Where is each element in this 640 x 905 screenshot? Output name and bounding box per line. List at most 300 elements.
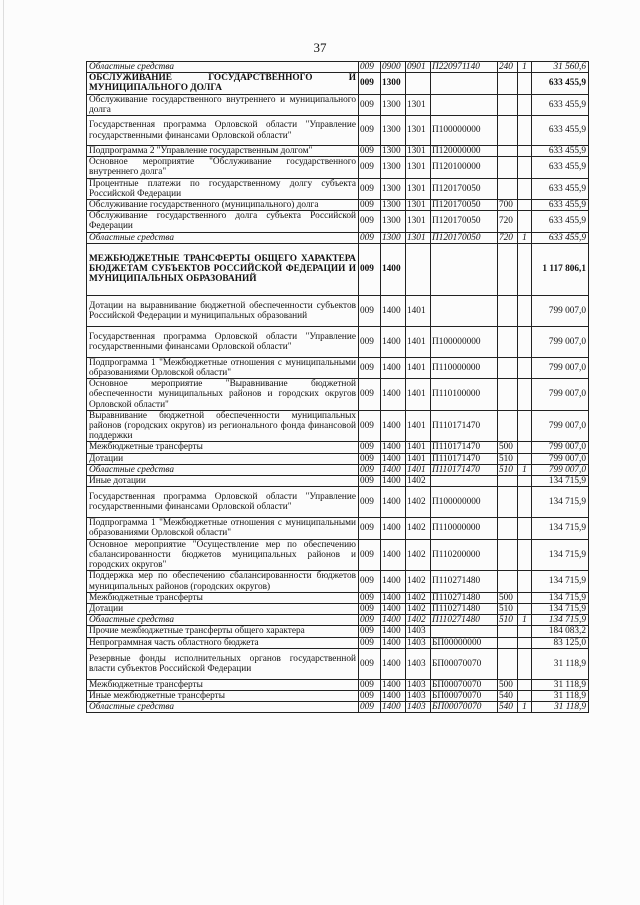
table-cell-sum: 31 560,6 <box>532 62 589 73</box>
table-cell-source <box>518 518 532 539</box>
table-cell-csr: П120000000 <box>431 146 498 157</box>
table-cell-sum: 799 007,0 <box>532 379 589 411</box>
table-cell-rz: 1300 <box>381 178 406 199</box>
table-cell-sum: 134 715,9 <box>532 487 589 518</box>
table-row <box>87 648 589 679</box>
table-row <box>87 679 589 690</box>
table-cell-vr <box>498 116 518 146</box>
table-cell-name: МЕЖБЮДЖЕТНЫЕ ТРАНСФЕРТЫ ОБЩЕГО ХАРАКТЕРА БЮДЖЕТАМ СУБЪЕКТОВ РОССИЙСКОЙ ФЕДЕРАЦИИ И МУНИЦИПАЛЬНЫХ ОБРАЗОВАНИЙ <box>87 243 359 295</box>
table-cell-pr: 1403 <box>406 648 431 679</box>
table-cell-name: Областные средства <box>87 702 359 713</box>
table-row <box>87 326 589 357</box>
table-cell-source: 1 <box>518 232 532 243</box>
table-cell-vr: 540 <box>498 702 518 713</box>
table-cell-sum: 633 455,9 <box>532 73 589 94</box>
page-number: 37 <box>313 40 327 55</box>
table-cell-csr: П110171470 <box>431 410 498 442</box>
table-cell-csr: П120170050 <box>431 178 498 199</box>
table-cell-pr: 1301 <box>406 116 431 146</box>
table-row <box>87 571 589 592</box>
table-row <box>87 178 589 199</box>
table-cell-pr: 1403 <box>406 679 431 690</box>
table-cell-source <box>518 116 532 146</box>
table-cell-pr: 1401 <box>406 295 431 326</box>
table-cell-csr: БП00070070 <box>431 679 498 690</box>
table-cell-sum: 799 007,0 <box>532 326 589 357</box>
table-cell-csr: П120170050 <box>431 211 498 232</box>
table-cell-pr: 1402 <box>406 539 431 571</box>
table-cell-name: Обслуживание государственного внутреннего и муниципального долга <box>87 94 359 115</box>
table-cell-pr: 1301 <box>406 200 431 211</box>
table-cell-sum: 799 007,0 <box>532 453 589 464</box>
table-row <box>87 232 589 243</box>
table-cell-csr: П120170050 <box>431 200 498 211</box>
table-cell-csr: П100000000 <box>431 487 498 518</box>
table-cell-csr <box>431 626 498 637</box>
table-cell-gr: 009 <box>359 615 381 626</box>
table-cell-sum: 799 007,0 <box>532 442 589 453</box>
table-cell-pr: 1401 <box>406 410 431 442</box>
table-cell-gr: 009 <box>359 518 381 539</box>
table-cell-vr: 510 <box>498 615 518 626</box>
table-cell-vr: 720 <box>498 211 518 232</box>
table-cell-rz: 1400 <box>381 702 406 713</box>
table-cell-name: Дотации <box>87 453 359 464</box>
table-cell-gr: 009 <box>359 62 381 73</box>
table-row <box>87 637 589 648</box>
table-cell-rz: 1400 <box>381 539 406 571</box>
table-cell-pr: 1401 <box>406 379 431 411</box>
table-cell-source <box>518 476 532 487</box>
table-cell-source <box>518 487 532 518</box>
table-row <box>87 94 589 115</box>
table-cell-pr: 1403 <box>406 702 431 713</box>
table-cell-vr <box>498 637 518 648</box>
table-cell-rz: 1300 <box>381 157 406 178</box>
table-cell-sum: 134 715,9 <box>532 615 589 626</box>
table-cell-source <box>518 648 532 679</box>
table-row <box>87 702 589 713</box>
table-cell-name: Обслуживание государственного долга субъекта Российской Федерации <box>87 211 359 232</box>
table-cell-source <box>518 295 532 326</box>
table-cell-rz: 1300 <box>381 94 406 115</box>
table-cell-vr <box>498 94 518 115</box>
table-cell-gr: 009 <box>359 690 381 701</box>
table-cell-source <box>518 211 532 232</box>
table-cell-csr: П120100000 <box>431 157 498 178</box>
table-row <box>87 626 589 637</box>
table-cell-sum: 31 118,9 <box>532 679 589 690</box>
table-cell-name: Основное мероприятие "Осуществление мер по обеспечению сбалансированности бюджетов муниципальных районов и городских округов" <box>87 539 359 571</box>
table-cell-source <box>518 690 532 701</box>
table-cell-csr: БП00070070 <box>431 702 498 713</box>
table-cell-vr <box>498 146 518 157</box>
table-cell-rz: 1400 <box>381 518 406 539</box>
table-cell-source <box>518 453 532 464</box>
table-cell-rz: 1400 <box>381 679 406 690</box>
table-cell-vr <box>498 476 518 487</box>
table-cell-sum: 633 455,9 <box>532 116 589 146</box>
table-cell-gr: 009 <box>359 73 381 94</box>
table-cell-csr: П100000000 <box>431 326 498 357</box>
table-cell-sum: 799 007,0 <box>532 410 589 442</box>
table-cell-gr: 009 <box>359 487 381 518</box>
table-cell-sum: 799 007,0 <box>532 295 589 326</box>
table-row <box>87 592 589 603</box>
table-cell-name: Областные средства <box>87 615 359 626</box>
table-cell-rz: 1400 <box>381 592 406 603</box>
table-cell-name: Областные средства <box>87 464 359 475</box>
budget-table <box>86 61 589 713</box>
table-cell-sum: 31 118,9 <box>532 690 589 701</box>
table-cell-rz: 1400 <box>381 476 406 487</box>
table-cell-source <box>518 637 532 648</box>
table-row <box>87 357 589 378</box>
table-cell-gr: 009 <box>359 243 381 295</box>
table-cell-name: Процентные платежи по государственному долгу субъекта Российской Федерации <box>87 178 359 199</box>
table-cell-rz: 1400 <box>381 453 406 464</box>
table-cell-pr: 1401 <box>406 326 431 357</box>
table-cell-name: Областные средства <box>87 62 359 73</box>
table-cell-rz: 1300 <box>381 232 406 243</box>
table-cell-source <box>518 357 532 378</box>
table-cell-sum: 134 715,9 <box>532 592 589 603</box>
table-cell-rz: 0900 <box>381 62 406 73</box>
table-cell-csr: П100000000 <box>431 116 498 146</box>
table-cell-pr: 1403 <box>406 690 431 701</box>
table-cell-sum: 633 455,9 <box>532 200 589 211</box>
table-row <box>87 410 589 442</box>
table-cell-vr: 700 <box>498 200 518 211</box>
table-cell-name: Государственная программа Орловской области "Управление государственными финансами Орловской области" <box>87 116 359 146</box>
table-cell-vr <box>498 357 518 378</box>
table-cell-rz: 1400 <box>381 615 406 626</box>
table-cell-sum: 83 125,0 <box>532 637 589 648</box>
table-cell-gr: 009 <box>359 679 381 690</box>
table-cell-csr: П120170050 <box>431 232 498 243</box>
table-cell-csr: БП00000000 <box>431 637 498 648</box>
table-cell-vr <box>498 410 518 442</box>
table-cell-csr: П110000000 <box>431 518 498 539</box>
table-cell-vr <box>498 73 518 94</box>
table-cell-rz: 1400 <box>381 243 406 295</box>
table-cell-sum: 633 455,9 <box>532 94 589 115</box>
table-cell-rz: 1300 <box>381 146 406 157</box>
table-cell-sum: 31 118,9 <box>532 648 589 679</box>
table-cell-vr <box>498 178 518 199</box>
table-row <box>87 476 589 487</box>
table-cell-name: Дотации на выравнивание бюджетной обеспеченности субъектов Российской Федерации и муниципальных образований <box>87 295 359 326</box>
table-cell-gr: 009 <box>359 442 381 453</box>
table-cell-csr: П110271480 <box>431 571 498 592</box>
table-cell-gr: 009 <box>359 116 381 146</box>
budget-table-body <box>87 62 589 713</box>
table-cell-name: Подпрограмма 2 "Управление государственным долгом" <box>87 146 359 157</box>
table-cell-vr: 510 <box>498 603 518 614</box>
table-cell-name: Выравнивание бюджетной обеспеченности муниципальных районов (городских округов) из регионального фонда финансовой поддержки <box>87 410 359 442</box>
table-cell-gr: 009 <box>359 357 381 378</box>
table-cell-source <box>518 603 532 614</box>
table-cell-vr <box>498 326 518 357</box>
table-row <box>87 615 589 626</box>
table-cell-sum: 134 715,9 <box>532 603 589 614</box>
table-cell-csr <box>431 243 498 295</box>
table-cell-vr: 720 <box>498 232 518 243</box>
table-cell-rz: 1300 <box>381 73 406 94</box>
table-cell-source <box>518 442 532 453</box>
table-cell-rz: 1300 <box>381 116 406 146</box>
table-row <box>87 453 589 464</box>
table-cell-pr: 1402 <box>406 603 431 614</box>
table-cell-pr: 1301 <box>406 157 431 178</box>
table-cell-gr: 009 <box>359 539 381 571</box>
table-cell-pr <box>406 243 431 295</box>
table-cell-pr: 0901 <box>406 62 431 73</box>
table-cell-source <box>518 200 532 211</box>
table-cell-csr: П110271480 <box>431 603 498 614</box>
table-row <box>87 487 589 518</box>
table-cell-sum: 799 007,0 <box>532 464 589 475</box>
table-row <box>87 62 589 73</box>
table-cell-name: Непрограммная часть областного бюджета <box>87 637 359 648</box>
table-cell-name: Межбюджетные трансферты <box>87 592 359 603</box>
table-cell-csr: БП00070070 <box>431 648 498 679</box>
table-cell-source <box>518 94 532 115</box>
table-cell-vr <box>498 487 518 518</box>
table-cell-csr: П110100000 <box>431 379 498 411</box>
table-row <box>87 442 589 453</box>
table-cell-gr: 009 <box>359 453 381 464</box>
table-cell-rz: 1400 <box>381 326 406 357</box>
table-cell-gr: 009 <box>359 232 381 243</box>
table-cell-rz: 1400 <box>381 410 406 442</box>
table-cell-csr: П110171470 <box>431 453 498 464</box>
table-cell-csr: П110271480 <box>431 592 498 603</box>
table-cell-rz: 1400 <box>381 690 406 701</box>
table-cell-name: Иные дотации <box>87 476 359 487</box>
table-cell-gr: 009 <box>359 648 381 679</box>
table-cell-gr: 009 <box>359 94 381 115</box>
table-cell-rz: 1400 <box>381 464 406 475</box>
table-cell-rz: 1400 <box>381 637 406 648</box>
table-cell-pr: 1402 <box>406 476 431 487</box>
table-cell-pr: 1401 <box>406 357 431 378</box>
table-cell-source <box>518 157 532 178</box>
table-row <box>87 518 589 539</box>
table-cell-csr <box>431 73 498 94</box>
table-cell-sum: 633 455,9 <box>532 178 589 199</box>
table-row <box>87 211 589 232</box>
table-cell-csr: П110171470 <box>431 442 498 453</box>
table-cell-pr: 1301 <box>406 211 431 232</box>
table-cell-pr: 1402 <box>406 615 431 626</box>
table-cell-rz: 1300 <box>381 211 406 232</box>
table-cell-pr: 1402 <box>406 518 431 539</box>
table-cell-name: Дотации <box>87 603 359 614</box>
table-cell-rz: 1400 <box>381 648 406 679</box>
table-cell-rz: 1400 <box>381 357 406 378</box>
table-cell-name: Прочие межбюджетные трансферты общего характера <box>87 626 359 637</box>
table-cell-source <box>518 243 532 295</box>
table-cell-source <box>518 73 532 94</box>
table-cell-pr: 1402 <box>406 571 431 592</box>
table-cell-sum: 184 083,2 <box>532 626 589 637</box>
table-cell-name: Основное мероприятие "Выравнивание бюджетной обеспеченности муниципальных районов и городских округов Орловской области" <box>87 379 359 411</box>
table-cell-name: ОБСЛУЖИВАНИЕ ГОСУДАРСТВЕННОГО И МУНИЦИПАЛЬНОГО ДОЛГА <box>87 73 359 94</box>
table-cell-rz: 1400 <box>381 571 406 592</box>
table-cell-name: Поддержка мер по обеспечению сбалансированности бюджетов муниципальных районов (городских округов) <box>87 571 359 592</box>
table-cell-gr: 009 <box>359 626 381 637</box>
table-cell-name: Государственная программа Орловской области "Управление государственными финансами Орловской области" <box>87 326 359 357</box>
table-cell-vr: 500 <box>498 442 518 453</box>
table-cell-sum: 1 117 806,1 <box>532 243 589 295</box>
table-cell-sum: 633 455,9 <box>532 157 589 178</box>
table-cell-vr <box>498 157 518 178</box>
table-cell-vr <box>498 295 518 326</box>
table-row <box>87 539 589 571</box>
table-cell-rz: 1400 <box>381 603 406 614</box>
table-cell-gr: 009 <box>359 146 381 157</box>
table-cell-csr: П220971140 <box>431 62 498 73</box>
table-row <box>87 116 589 146</box>
scan-edge-line <box>3 0 4 905</box>
table-cell-pr: 1301 <box>406 146 431 157</box>
table-cell-vr <box>498 571 518 592</box>
table-cell-rz: 1400 <box>381 442 406 453</box>
table-cell-gr: 009 <box>359 603 381 614</box>
table-row <box>87 690 589 701</box>
table-cell-gr: 009 <box>359 326 381 357</box>
table-cell-sum: 799 007,0 <box>532 357 589 378</box>
table-cell-gr: 009 <box>359 637 381 648</box>
table-cell-csr: П110200000 <box>431 539 498 571</box>
table-cell-gr: 009 <box>359 178 381 199</box>
table-cell-csr <box>431 295 498 326</box>
table-cell-name: Основное мероприятие "Обслуживание государственного внутреннего долга" <box>87 157 359 178</box>
table-cell-vr: 500 <box>498 679 518 690</box>
table-cell-pr: 1403 <box>406 626 431 637</box>
table-cell-source: 1 <box>518 615 532 626</box>
table-cell-gr: 009 <box>359 571 381 592</box>
table-cell-csr: П110171470 <box>431 464 498 475</box>
table-cell-vr <box>498 626 518 637</box>
table-row <box>87 603 589 614</box>
table-cell-pr: 1402 <box>406 487 431 518</box>
table-cell-gr: 009 <box>359 295 381 326</box>
table-cell-gr: 009 <box>359 476 381 487</box>
table-cell-source: 1 <box>518 62 532 73</box>
table-cell-gr: 009 <box>359 211 381 232</box>
table-row <box>87 464 589 475</box>
table-cell-rz: 1300 <box>381 200 406 211</box>
table-cell-pr: 1301 <box>406 178 431 199</box>
table-cell-gr: 009 <box>359 200 381 211</box>
table-row <box>87 200 589 211</box>
table-cell-source: 1 <box>518 702 532 713</box>
table-cell-sum: 633 455,9 <box>532 211 589 232</box>
table-cell-source <box>518 571 532 592</box>
table-cell-vr <box>498 648 518 679</box>
table-cell-name: Подпрограмма 1 "Межбюджетные отношения с муниципальными образованиями Орловской области" <box>87 357 359 378</box>
table-cell-source <box>518 592 532 603</box>
table-cell-gr: 009 <box>359 157 381 178</box>
table-cell-vr: 240 <box>498 62 518 73</box>
table-cell-source <box>518 379 532 411</box>
table-cell-source <box>518 410 532 442</box>
table-row <box>87 243 589 295</box>
table-cell-source: 1 <box>518 464 532 475</box>
table-cell-pr: 1401 <box>406 442 431 453</box>
table-cell-gr: 009 <box>359 592 381 603</box>
budget-table-container <box>86 61 588 713</box>
table-row <box>87 73 589 94</box>
table-cell-sum: 633 455,9 <box>532 232 589 243</box>
table-cell-pr: 1401 <box>406 453 431 464</box>
table-cell-csr <box>431 476 498 487</box>
table-cell-source <box>518 679 532 690</box>
table-row <box>87 379 589 411</box>
table-cell-gr: 009 <box>359 410 381 442</box>
table-cell-name: Государственная программа Орловской области "Управление государственными финансами Орловской области" <box>87 487 359 518</box>
table-cell-source <box>518 539 532 571</box>
table-cell-csr: БП00070070 <box>431 690 498 701</box>
table-row <box>87 295 589 326</box>
table-cell-pr: 1301 <box>406 232 431 243</box>
table-cell-pr <box>406 73 431 94</box>
table-cell-sum: 134 715,9 <box>532 476 589 487</box>
table-cell-gr: 009 <box>359 464 381 475</box>
table-row <box>87 157 589 178</box>
table-cell-rz: 1400 <box>381 487 406 518</box>
table-cell-vr: 540 <box>498 690 518 701</box>
table-cell-source <box>518 326 532 357</box>
table-cell-name: Резервные фонды исполнительных органов государственной власти субъектов Российской Федерации <box>87 648 359 679</box>
table-cell-name: Межбюджетные трансферты <box>87 679 359 690</box>
table-cell-name: Межбюджетные трансферты <box>87 442 359 453</box>
table-cell-vr: 510 <box>498 464 518 475</box>
table-cell-pr: 1401 <box>406 464 431 475</box>
table-cell-rz: 1400 <box>381 295 406 326</box>
table-cell-csr: П110000000 <box>431 357 498 378</box>
table-cell-pr: 1402 <box>406 592 431 603</box>
table-cell-rz: 1400 <box>381 626 406 637</box>
table-cell-vr <box>498 243 518 295</box>
table-cell-vr: 500 <box>498 592 518 603</box>
table-cell-sum: 31 118,9 <box>532 702 589 713</box>
table-cell-sum: 633 455,9 <box>532 146 589 157</box>
table-cell-pr: 1403 <box>406 637 431 648</box>
table-row <box>87 146 589 157</box>
table-cell-name: Обслуживание государственного (муниципального) долга <box>87 200 359 211</box>
table-cell-source <box>518 626 532 637</box>
table-cell-source <box>518 146 532 157</box>
table-cell-vr <box>498 539 518 571</box>
table-cell-vr: 510 <box>498 453 518 464</box>
table-cell-sum: 134 715,9 <box>532 518 589 539</box>
table-cell-sum: 134 715,9 <box>532 571 589 592</box>
table-cell-source <box>518 178 532 199</box>
table-cell-csr: П110271480 <box>431 615 498 626</box>
table-cell-rz: 1400 <box>381 379 406 411</box>
table-cell-name: Иные межбюджетные трансферты <box>87 690 359 701</box>
table-cell-name: Областные средства <box>87 232 359 243</box>
table-cell-csr <box>431 94 498 115</box>
table-cell-vr <box>498 379 518 411</box>
table-cell-gr: 009 <box>359 379 381 411</box>
table-cell-vr <box>498 518 518 539</box>
table-cell-sum: 134 715,9 <box>532 539 589 571</box>
table-cell-name: Подпрограмма 1 "Межбюджетные отношения с муниципальными образованиями Орловской области" <box>87 518 359 539</box>
